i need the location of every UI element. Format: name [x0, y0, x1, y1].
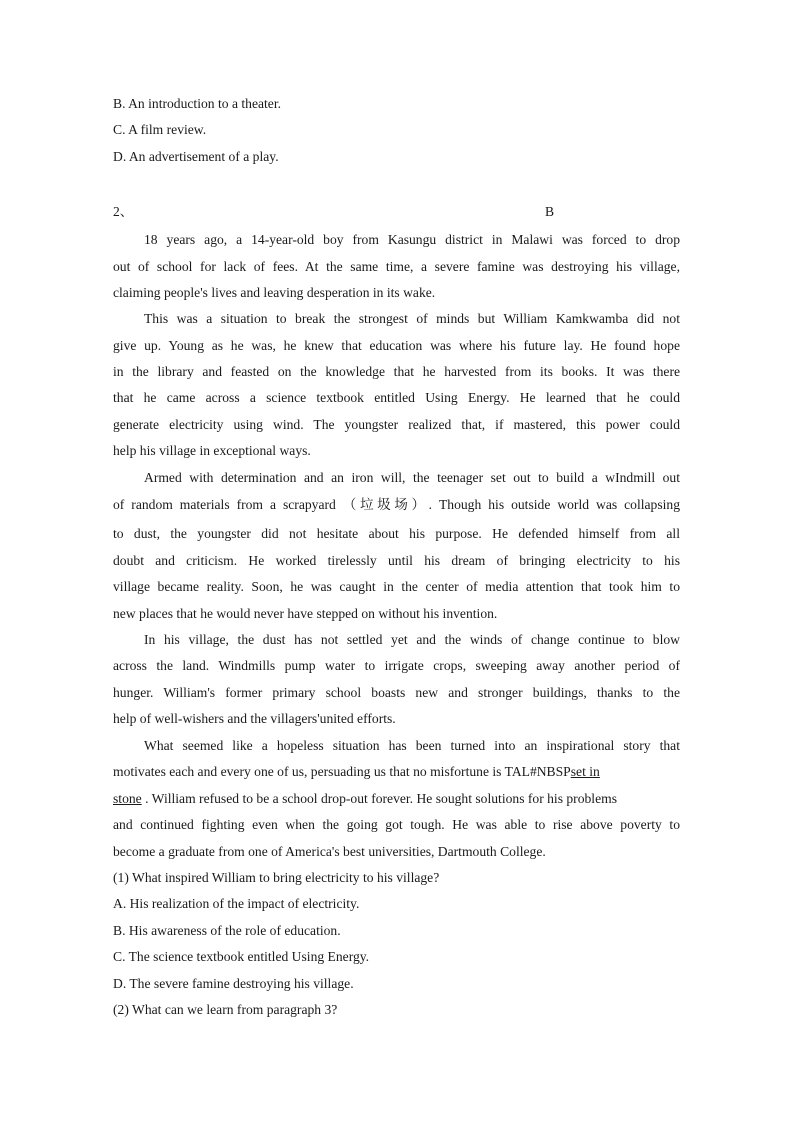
question-option-d: D. The severe famine destroying his village. [113, 976, 354, 991]
passage-line: 18 years ago, a 14-year-old boy from Kasungu district in Malawi was forced to drop [144, 232, 680, 247]
passage-line: Armed with determination and an iron will, the teenager set out to build a wIndmill out [144, 470, 680, 485]
passage-line: What seemed like a hopeless situation has been turned into an inspirational story that [144, 738, 680, 753]
passage-line [113, 764, 600, 780]
passage-line: in the library and feasted on the knowledge that he harvested from its books. It was there [113, 364, 680, 379]
question-option-a: A. His realization of the impact of electricity. [113, 896, 360, 911]
question-option-c: C. The science textbook entitled Using Energy. [113, 949, 370, 964]
underlined-phrase: set in [570, 764, 600, 779]
option-c-prev: C. A film review. [113, 122, 207, 137]
passage-line: This was a situation to break the strongest of minds but William Kamkwamba did not [144, 311, 680, 326]
passage-line: across the land. Windmills pump water to irrigate crops, sweeping away another period of [113, 658, 680, 673]
passage-line: help of well-wishers and the villagers'united efforts. [113, 711, 396, 726]
question-stem: (1) What inspired William to bring electricity to his village? [113, 870, 440, 885]
question-option-b: B. His awareness of the role of education. [113, 923, 341, 938]
section-letter: B [545, 204, 555, 219]
passage-line: village became reality. Soon, he was caught in the center of media attention that took him to [113, 579, 680, 594]
option-d-prev: D. An advertisement of a play. [113, 149, 279, 164]
passage-line: become a graduate from one of America's best universities, Dartmouth College. [113, 844, 546, 859]
option-b-prev: B. An introduction to a theater. [113, 96, 282, 111]
passage-line: doubt and criticism. He worked tirelessly until his dream of bringing electricity to his [113, 553, 680, 568]
passage-line [113, 791, 617, 807]
passage-line: that he came across a science textbook entitled Using Energy. He learned that he could [113, 390, 680, 405]
passage-line: and continued fighting even when the going got tough. He was able to rise above poverty to [113, 817, 680, 832]
passage-line: generate electricity using wind. The youngster realized that, if mastered, this power could [113, 417, 680, 432]
passage-text: motivates each and every one of us, persuading us that no misfortune is TAL#NBSP [113, 764, 571, 779]
section-number: 2、 [113, 204, 134, 219]
passage-line: claiming people's lives and leaving desperation in its wake. [113, 285, 436, 300]
underlined-phrase: stone [113, 791, 142, 806]
passage-line: of random materials from a scrapyard （垃圾场）. Though his outside world was collapsing [113, 497, 680, 512]
passage-line: new places that he would never have stepped on without his invention. [113, 606, 498, 621]
passage-line: In his village, the dust has not settled yet and the winds of change continue to blow [144, 632, 680, 647]
passage-line: help his village in exceptional ways. [113, 443, 311, 458]
passage-text: . William refused to be a school drop-out forever. He sought solutions for his problems [141, 791, 617, 806]
question-stem: (2) What can we learn from paragraph 3? [113, 1002, 338, 1017]
passage-line: to dust, the youngster did not hesitate about his purpose. He defended himself from all [113, 526, 680, 541]
passage-line: out of school for lack of fees. At the same time, a severe famine was destroying his village, [113, 259, 680, 274]
passage-line: give up. Young as he was, he knew that education was where his future lay. He found hope [113, 338, 680, 353]
passage-line: hunger. William's former primary school boasts new and stronger buildings, thanks to the [113, 685, 680, 700]
